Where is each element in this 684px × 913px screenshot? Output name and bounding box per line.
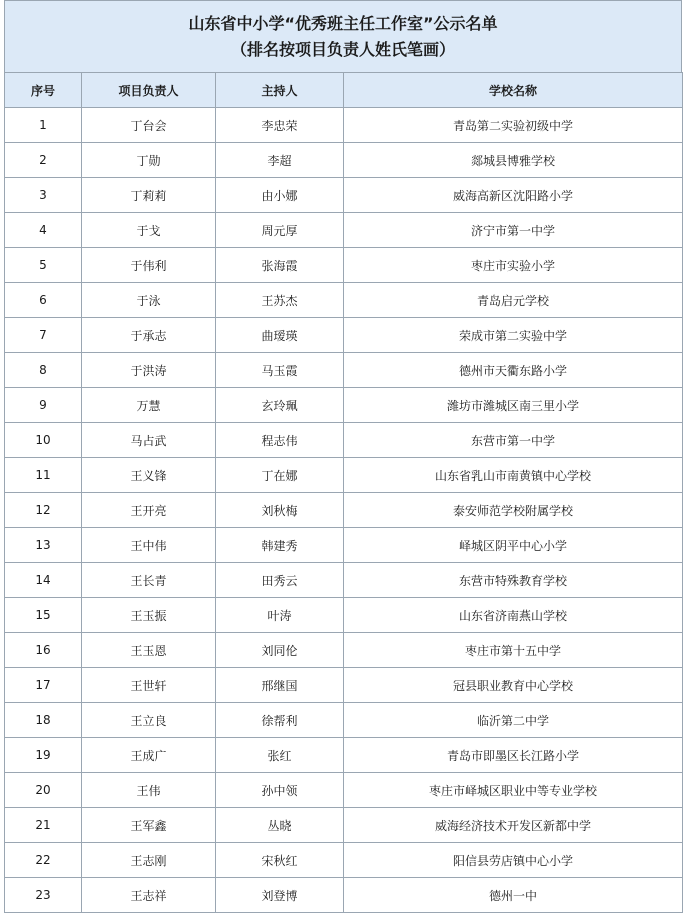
- cell-school: 威海高新区沈阳路小学: [344, 178, 683, 213]
- cell-leader: 王军鑫: [82, 808, 216, 843]
- table-row: [5, 668, 683, 703]
- cell-school: 阳信县劳店镇中心小学: [344, 843, 683, 878]
- table-row: [5, 563, 683, 598]
- cell-leader: 王长青: [82, 563, 216, 598]
- table-row: [5, 213, 683, 248]
- cell-host: 张海霞: [216, 248, 344, 283]
- cell-school: 山东省乳山市南黄镇中心学校: [344, 458, 683, 493]
- cell-host: 刘登博: [216, 878, 344, 913]
- cell-leader: 于泳: [82, 283, 216, 318]
- cell-leader: 王开亮: [82, 493, 216, 528]
- table-row: [5, 108, 683, 143]
- cell-host: 丁在娜: [216, 458, 344, 493]
- cell-index: 19: [5, 738, 82, 773]
- cell-index: 14: [5, 563, 82, 598]
- cell-host: 刘同伦: [216, 633, 344, 668]
- cell-school: 德州一中: [344, 878, 683, 913]
- table-row: [5, 283, 683, 318]
- table-row: [5, 808, 683, 843]
- cell-host: 张红: [216, 738, 344, 773]
- cell-index: 3: [5, 178, 82, 213]
- table-row: [5, 143, 683, 178]
- cell-index: 5: [5, 248, 82, 283]
- cell-school: 峄城区阴平中心小学: [344, 528, 683, 563]
- table-row: [5, 388, 683, 423]
- table-row: [5, 878, 683, 913]
- cell-index: 9: [5, 388, 82, 423]
- cell-index: 6: [5, 283, 82, 318]
- title-block: [4, 0, 682, 72]
- table-row: [5, 353, 683, 388]
- cell-leader: 王玉振: [82, 598, 216, 633]
- cell-leader: 王玉恩: [82, 633, 216, 668]
- table-row: [5, 598, 683, 633]
- cell-index: 16: [5, 633, 82, 668]
- page-subtitle: （排名按项目负责人姓氏笔画）: [230, 39, 455, 59]
- cell-leader: 于洪涛: [82, 353, 216, 388]
- table-body: [5, 108, 683, 913]
- header-host: 主持人: [216, 73, 344, 108]
- cell-host: 刘秋梅: [216, 493, 344, 528]
- cell-leader: 王中伟: [82, 528, 216, 563]
- cell-school: 潍坊市潍城区南三里小学: [344, 388, 683, 423]
- cell-index: 8: [5, 353, 82, 388]
- cell-leader: 王志祥: [82, 878, 216, 913]
- cell-school: 枣庄市峄城区职业中等专业学校: [344, 773, 683, 808]
- cell-host: 徐帮利: [216, 703, 344, 738]
- cell-host: 玄玲珮: [216, 388, 344, 423]
- table-row: [5, 458, 683, 493]
- cell-host: 韩建秀: [216, 528, 344, 563]
- cell-school: 泰安师范学校附属学校: [344, 493, 683, 528]
- cell-index: 21: [5, 808, 82, 843]
- cell-school: 东营市第一中学: [344, 423, 683, 458]
- cell-school: 郯城县博雅学校: [344, 143, 683, 178]
- cell-school: 荣成市第二实验中学: [344, 318, 683, 353]
- cell-index: 12: [5, 493, 82, 528]
- cell-school: 临沂第二中学: [344, 703, 683, 738]
- cell-index: 7: [5, 318, 82, 353]
- table-row: [5, 493, 683, 528]
- cell-index: 2: [5, 143, 82, 178]
- cell-leader: 丁莉莉: [82, 178, 216, 213]
- table-row: [5, 633, 683, 668]
- cell-leader: 王成广: [82, 738, 216, 773]
- cell-school: 青岛市即墨区长江路小学: [344, 738, 683, 773]
- page-title: 山东省中小学“优秀班主任工作室”公示名单: [188, 13, 498, 33]
- table-row: [5, 843, 683, 878]
- roster-table: [4, 72, 683, 913]
- cell-leader: 丁勋: [82, 143, 216, 178]
- header-index: 序号: [5, 73, 82, 108]
- cell-leader: 丁台会: [82, 108, 216, 143]
- cell-host: 叶涛: [216, 598, 344, 633]
- cell-index: 11: [5, 458, 82, 493]
- header-leader: 项目负责人: [82, 73, 216, 108]
- cell-host: 周元厚: [216, 213, 344, 248]
- cell-leader: 王志刚: [82, 843, 216, 878]
- cell-school: 威海经济技术开发区新都中学: [344, 808, 683, 843]
- cell-leader: 于承志: [82, 318, 216, 353]
- cell-school: 青岛第二实验初级中学: [344, 108, 683, 143]
- cell-index: 20: [5, 773, 82, 808]
- cell-index: 4: [5, 213, 82, 248]
- cell-host: 田秀云: [216, 563, 344, 598]
- cell-host: 宋秋红: [216, 843, 344, 878]
- cell-host: 孙中领: [216, 773, 344, 808]
- cell-school: 枣庄市第十五中学: [344, 633, 683, 668]
- cell-index: 22: [5, 843, 82, 878]
- cell-leader: 万慧: [82, 388, 216, 423]
- table-row: [5, 178, 683, 213]
- cell-school: 山东省济南燕山学校: [344, 598, 683, 633]
- cell-index: 10: [5, 423, 82, 458]
- cell-host: 曲瑷瑛: [216, 318, 344, 353]
- cell-host: 丛晓: [216, 808, 344, 843]
- cell-leader: 王义锋: [82, 458, 216, 493]
- cell-index: 13: [5, 528, 82, 563]
- cell-leader: 于戈: [82, 213, 216, 248]
- table-row: [5, 318, 683, 353]
- cell-index: 23: [5, 878, 82, 913]
- cell-leader: 王立良: [82, 703, 216, 738]
- table-row: [5, 423, 683, 458]
- cell-host: 邢继国: [216, 668, 344, 703]
- cell-index: 18: [5, 703, 82, 738]
- header-school: 学校名称: [344, 73, 683, 108]
- cell-index: 15: [5, 598, 82, 633]
- cell-host: 李超: [216, 143, 344, 178]
- cell-school: 青岛启元学校: [344, 283, 683, 318]
- cell-index: 17: [5, 668, 82, 703]
- cell-school: 冠县职业教育中心学校: [344, 668, 683, 703]
- table-row: [5, 248, 683, 283]
- cell-school: 德州市天衢东路小学: [344, 353, 683, 388]
- table-row: [5, 528, 683, 563]
- cell-leader: 马占武: [82, 423, 216, 458]
- cell-leader: 王世轩: [82, 668, 216, 703]
- table-row: [5, 738, 683, 773]
- cell-school: 东营市特殊教育学校: [344, 563, 683, 598]
- cell-host: 王苏杰: [216, 283, 344, 318]
- cell-leader: 于伟利: [82, 248, 216, 283]
- cell-leader: 王伟: [82, 773, 216, 808]
- table-row: [5, 773, 683, 808]
- table-row: [5, 703, 683, 738]
- cell-host: 马玉霞: [216, 353, 344, 388]
- cell-host: 李忠荣: [216, 108, 344, 143]
- cell-index: 1: [5, 108, 82, 143]
- cell-host: 程志伟: [216, 423, 344, 458]
- cell-host: 由小娜: [216, 178, 344, 213]
- cell-school: 枣庄市实验小学: [344, 248, 683, 283]
- cell-school: 济宁市第一中学: [344, 213, 683, 248]
- header-row: [5, 73, 683, 108]
- roster-sheet: [4, 0, 682, 913]
